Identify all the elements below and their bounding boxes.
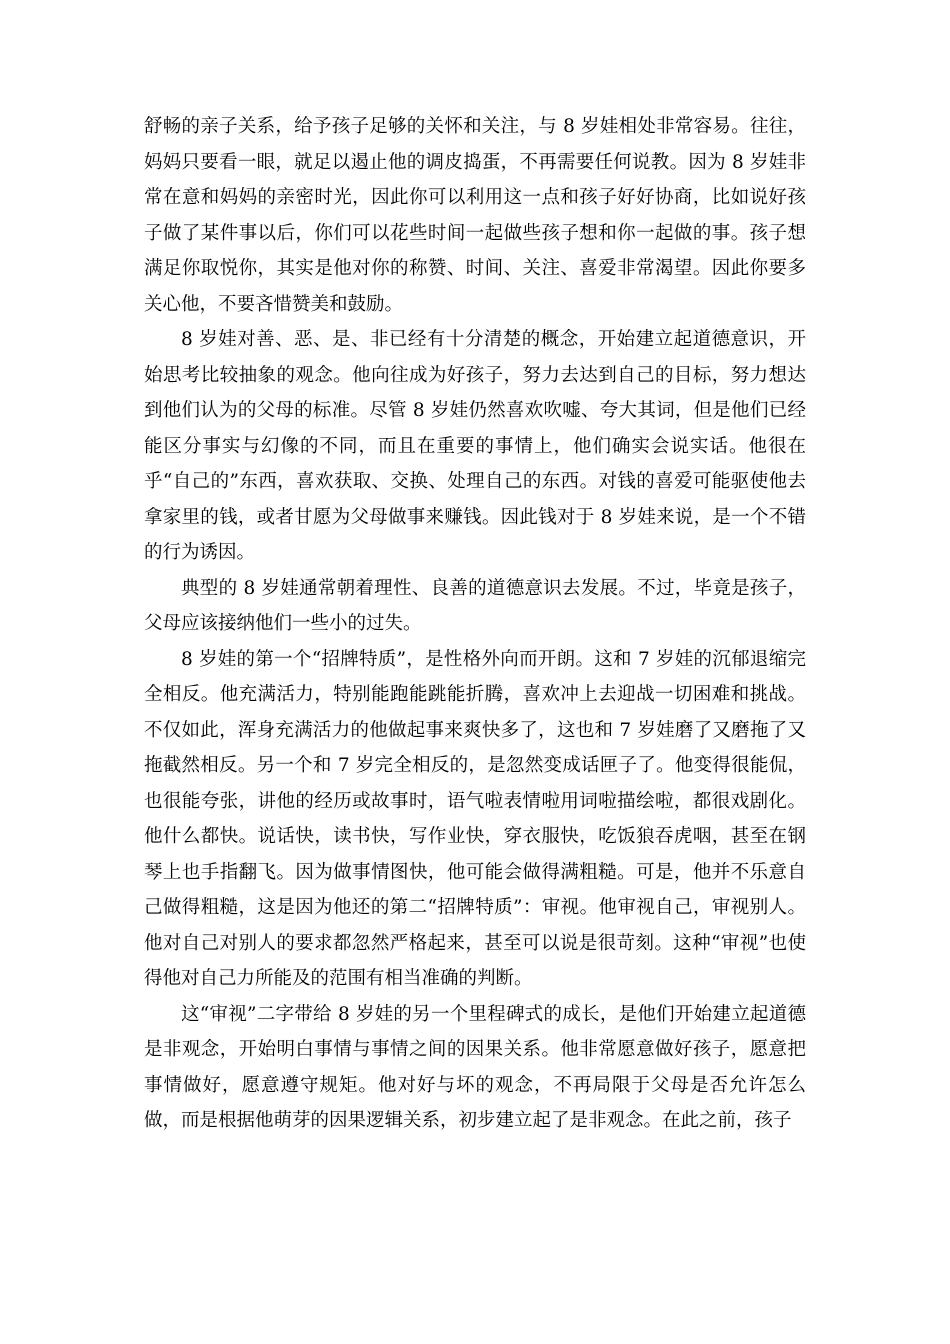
paragraph-continued: 舒畅的亲子关系，给予孩子足够的关怀和关注，与 8 岁娃相处非常容易。往往，妈妈只要看一眼，就足以遏止他的调皮捣蛋，不再需要任何说教。因为 8 岁娃非常在意和妈妈的亲密时光，因此你可以利用这一点和孩子好好协商，比如说好孩子做了某件事以后，你们可以花些时间一起做些孩子想和你一起做的事。孩子想满足你取悦你，其实是他对你的称赞、时间、关注、喜爱非常渴望。因此你要多关心他，不要吝惜赞美和鼓励。 <box>144 116 806 315</box>
document-body <box>144 109 806 1139</box>
paragraph: 8 岁娃对善、恶、是、非已经有十分清楚的概念，开始建立起道德意识，开始思考比较抽象的观念。他向往成为好孩子，努力去达到自己的目标，努力想达到他们认为的父母的标准。尽管 8 岁娃仍然喜欢吹嘘、夸大其词，但是他们已经能区分事实与幻像的不同，而且在重要的事情上，他们确实会说实话。他很在乎“自己的”东西，喜欢获取、交换、处理自己的东西。对钱的喜爱可能驱使他去拿家里的钱，或者甘愿为父母做事来赚钱。因此钱对于 8 岁娃来说，是一个不错的行为诱因。 <box>144 329 806 563</box>
paragraph: 8 岁娃的第一个“招牌特质”，是性格外向而开朗。这和 7 岁娃的沉郁退缩完全相反。他充满活力，特别能跑能跳能折腾，喜欢冲上去迎战一切困难和挑战。不仅如此，浑身充满活力的他做起事来爽快多了，这也和 7 岁娃磨了又磨拖了又拖截然相反。另一个和 7 岁完全相反的，是忽然变成话匣子了。他变得很能侃，也很能夸张，讲他的经历或故事时，语气啦表情啦用词啦描绘啦，都很戏剧化。他什么都快。说话快，读书快，写作业快，穿衣服快，吃饭狼吞虎咽，甚至在钢琴上也手指翻飞。因为做事情图快，他可能会做得满粗糙。可是，他并不乐意自己做得粗糙，这是因为他还的第二“招牌特质”：审视。他审视自己，审视别人。他对自己对别人的要求都忽然严格起来，甚至可以说是很苛刻。这种“审视”也使得他对自己力所能及的范围有相当准确的判断。 <box>144 648 806 989</box>
paragraph: 典型的 8 岁娃通常朝着理性、良善的道德意识去发展。不过，毕竟是孩子，父母应该接纳他们一些小的过失。 <box>144 577 806 634</box>
paragraph: 这“审视”二字带给 8 岁娃的另一个里程碑式的成长，是他们开始建立起道德是非观念，开始明白事情与事情之间的因果关系。他非常愿意做好孩子，愿意把事情做好，愿意遵守规矩。他对好与坏的观念，不再局限于父母是否允许怎么做，而是根据他萌芽的因果逻辑关系，初步建立起了是非观念。在此之前，孩子 <box>144 1003 806 1131</box>
